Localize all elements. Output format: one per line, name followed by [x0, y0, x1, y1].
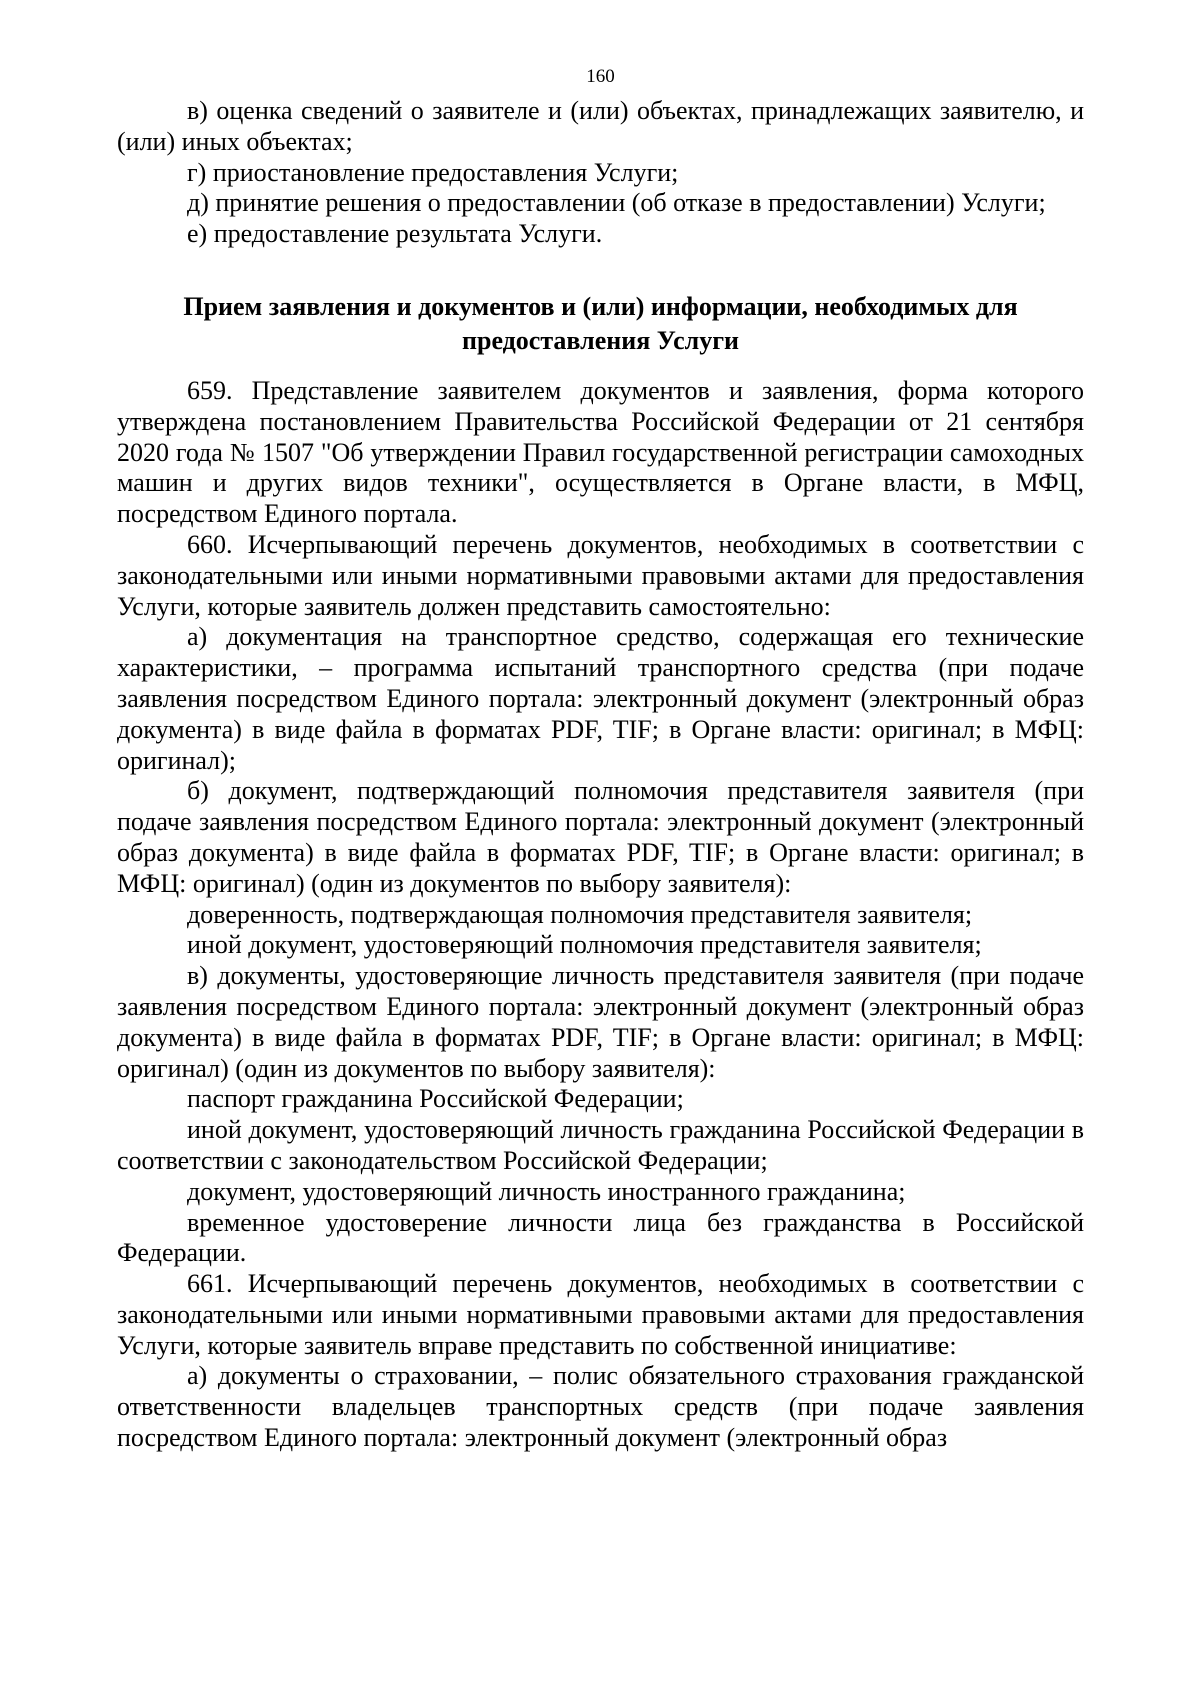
paragraph: в) документы, удостоверяющие личность представителя заявителя (при подаче заявления посредством Единого портала: электронный документ (электронный образ документа) в виде файла в форматах PDF, TIF; в Органе власти: оригинал; в МФЦ: оригинал) (один из документов по выбору заявителя): [117, 961, 1084, 1083]
list-item: д) принятие решения о предоставлении (об отказе в предоставлении) Услуги; [187, 188, 1046, 218]
paragraph: 659. Представление заявителем документов и заявления, форма которого утверждена постановлением Правительства Российской Федерации от 21 сентября 2020 года № 1507 "Об утверждении Правил государственной регистрации самоходных машин и других видов техники", осуществляется в Органе власти, в МФЦ, посредством Единого портала. [117, 375, 1084, 529]
list-item: г) приостановление предоставления Услуги; [187, 157, 679, 187]
paragraph: 661. Исчерпывающий перечень документов, необходимых в соответствии с законодательными или иными нормативными правовыми актами для предоставления Услуги, которые заявитель вправе представить по собственной инициативе: [117, 1269, 1084, 1360]
paragraph: иной документ, удостоверяющий личность гражданина Российской Федерации в соответствии с законодательством Российской Федерации; [117, 1115, 1084, 1175]
paragraph: временное удостоверение личности лица без гражданства в Российской Федерации. [117, 1207, 1084, 1268]
section-heading-line: Прием заявления и документов и (или) информации, необходимых для [183, 291, 1018, 321]
body-text [117, 376, 1084, 1454]
paragraph: а) документы о страховании, – полис обязательного страхования гражданской ответственности владельцев транспортных средств (при подаче заявления посредством Единого портала: электронный документ (электронный образ [117, 1361, 1084, 1453]
paragraph: документ, удостоверяющий личность иностранного гражданина; [187, 1176, 906, 1206]
paragraph: 660. Исчерпывающий перечень документов, необходимых в соответствии с законодательными или иными нормативными правовыми актами для предоставления Услуги, которые заявитель должен представить самостоятельно: [117, 529, 1084, 621]
page-number: 160 [586, 66, 615, 87]
list-item: е) предоставление результата Услуги. [187, 219, 603, 249]
list-item: в) оценка сведений о заявителе и (или) объектах, принадлежащих заявителю, и (или) иных объектах; [117, 96, 1084, 156]
paragraph: иной документ, удостоверяющий полномочия представителя заявителя; [187, 930, 982, 960]
document-page [117, 66, 1084, 1454]
paragraph: а) документация на транспортное средство, содержащая его технические характеристики, – программа испытаний транспортного средства (при подаче заявления посредством Единого портала: электронный документ (электронный образ документа) в виде файла в форматах PDF, TIF; в Органе власти: оригинал; в МФЦ: оригинал); [117, 622, 1084, 775]
section-heading-line: предоставления Услуги [462, 325, 739, 355]
section-heading [117, 290, 1084, 358]
list-top [117, 96, 1084, 250]
paragraph: б) документ, подтверждающий полномочия представителя заявителя (при подаче заявления посредством Единого портала: электронный документ (электронный образ документа) в виде файла в форматах PDF, TIF; в Органе власти: оригинал; в МФЦ: оригинал) (один из документов по выбору заявителя): [117, 776, 1084, 898]
paragraph: доверенность, подтверждающая полномочия представителя заявителя; [187, 899, 973, 929]
paragraph: паспорт гражданина Российской Федерации; [187, 1084, 684, 1114]
